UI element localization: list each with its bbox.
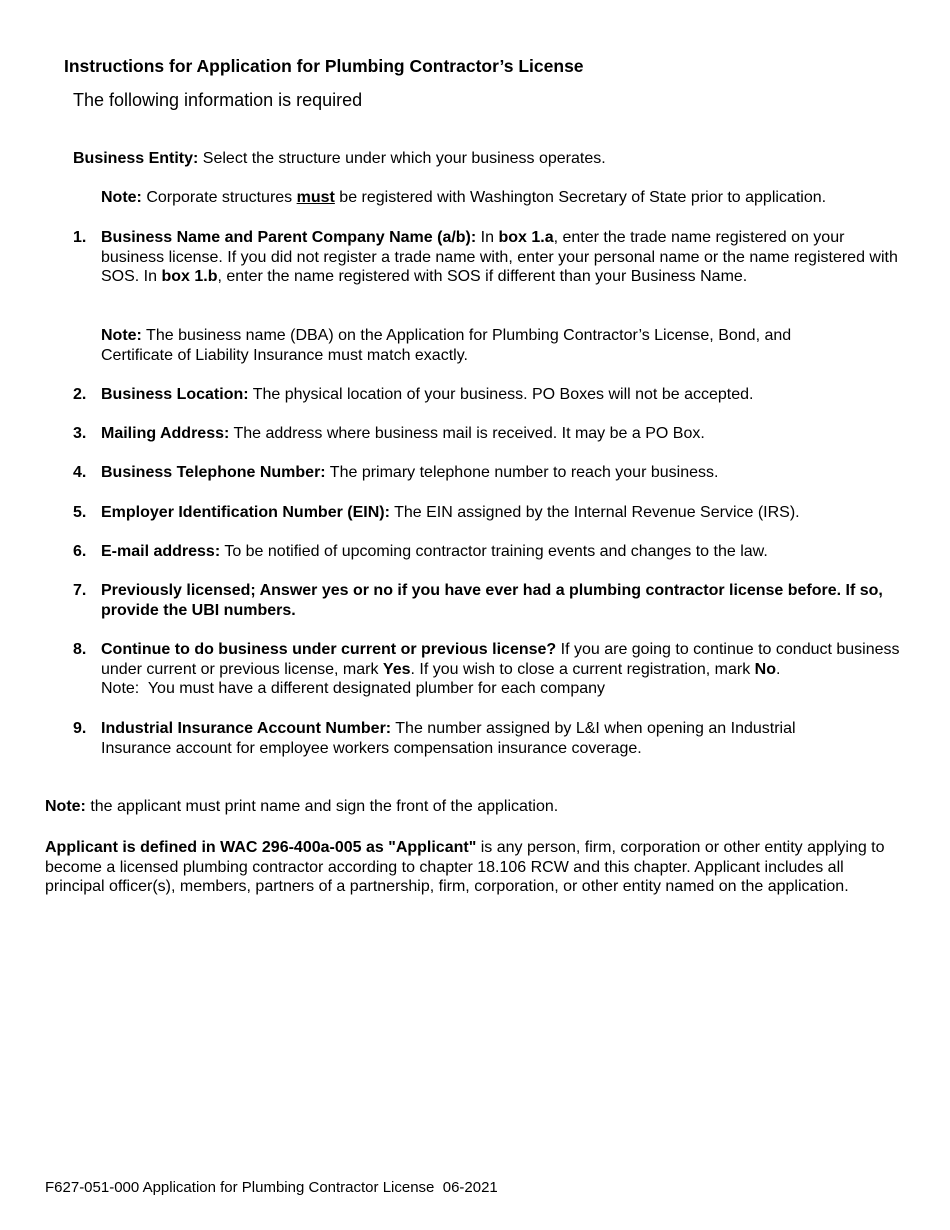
- item-label: Industrial Insurance Account Number:: [101, 720, 392, 737]
- item-label: Business Location:: [101, 386, 249, 403]
- item-text: In: [476, 229, 499, 246]
- sign-note: [45, 797, 915, 817]
- item-label: Business Name and Parent Company Name (a/b):: [101, 229, 477, 246]
- entity-note: [101, 188, 921, 208]
- business-entity-paragraph: [73, 149, 933, 169]
- item-1-note-label: Note:: [101, 327, 142, 344]
- list-item-6: [73, 542, 903, 562]
- page-title: Instructions for Application for Plumbing Contractor’s License: [64, 56, 584, 76]
- form-footer: F627-051-000 Application for Plumbing Contractor License 06-2021: [45, 1179, 498, 1196]
- item-label: Previously licensed; Answer yes or no if you have ever had a plumbing contractor license before. If so, provide the UBI numbers.: [101, 582, 883, 619]
- list-item-8: [73, 640, 903, 699]
- item-text: The physical location of your business. PO Boxes will not be accepted.: [248, 386, 754, 403]
- item-number: 3.: [73, 425, 87, 442]
- item-text: The address where business mail is received. It may be a PO Box.: [229, 425, 705, 442]
- entity-note-pre: Corporate structures: [141, 189, 297, 206]
- list-item-1: [73, 228, 903, 287]
- item-label: Continue to do business under current or previous license?: [101, 641, 557, 658]
- item-text: The EIN assigned by the Internal Revenue Service (IRS).: [389, 504, 800, 521]
- sign-note-text: the applicant must print name and sign the front of the application.: [85, 798, 559, 815]
- applicant-definition-label: Applicant is defined in WAC 296-400a-005 as "Applicant": [45, 839, 477, 856]
- applicant-definition: [45, 838, 907, 897]
- business-entity-label: Business Entity:: [73, 150, 199, 167]
- entity-note-post: be registered with Washington Secretary of State prior to application.: [334, 189, 827, 206]
- list-item-4: [73, 463, 903, 483]
- item-1-note-text: The business name (DBA) on the Application for Plumbing Contractor’s License, Bond, and Certificate of Liability Insurance must match exactly.: [101, 327, 792, 364]
- item-text: The number assigned by L&I when opening an Industrial Insurance account for employee workers compensation insurance coverage.: [101, 720, 796, 757]
- list-item-2: [73, 385, 903, 405]
- item-text: .: [775, 660, 781, 678]
- list-item-9: [73, 719, 903, 758]
- entity-note-emphasis: must: [296, 189, 335, 206]
- item-number: 6.: [73, 543, 87, 560]
- business-entity-text: Select the structure under which your business operates.: [198, 150, 606, 167]
- sign-note-label: Note:: [45, 798, 86, 815]
- item-bold-no: No: [754, 660, 776, 678]
- list-item-5: [73, 503, 903, 523]
- item-number: 2.: [73, 386, 87, 403]
- item-bold-ref: box 1.b: [161, 268, 218, 286]
- item-number: 7.: [73, 582, 87, 599]
- item-text: If you are going to continue to conduct business under current or previous license, mark: [101, 641, 900, 678]
- list-item-7: [73, 581, 903, 620]
- item-text: The primary telephone number to reach your business.: [325, 464, 719, 481]
- item-text: To be notified of upcoming contractor training events and changes to the law.: [220, 543, 768, 560]
- item-number: 9.: [73, 720, 87, 737]
- item-number: 8.: [73, 641, 87, 658]
- item-text: , enter the trade name registered on your business license. If you did not register a trade name with, enter your personal name or the name registered with SOS. In: [101, 229, 898, 286]
- item-8-note: Note: You must have a different designated plumber for each company: [101, 680, 606, 698]
- applicant-definition-text: is any person, firm, corporation or other entity applying to become a licensed plumbing contractor according to chapter 18.106 RCW and this chapter. Applicant includes all principal officer(s), members, partners of a partnership, firm, corporation, or other entity named on the application.: [45, 839, 885, 896]
- item-bold-yes: Yes: [382, 660, 411, 678]
- item-text: , enter the name registered with SOS if different than your Business Name.: [217, 268, 748, 286]
- item-label: Business Telephone Number:: [101, 464, 326, 481]
- item-text: . If you wish to close a current registration, mark: [410, 660, 755, 678]
- entity-note-label: Note:: [101, 189, 142, 206]
- list-item-3: [73, 424, 903, 444]
- item-1-note: [101, 326, 861, 365]
- item-label: Mailing Address:: [101, 425, 230, 442]
- page-subtitle: The following information is required: [73, 90, 363, 110]
- item-label: E-mail address:: [101, 543, 221, 560]
- item-number: 1.: [73, 229, 87, 246]
- item-body: [101, 228, 903, 287]
- item-bold-ref: box 1.a: [498, 229, 554, 246]
- item-number: 5.: [73, 504, 87, 521]
- item-number: 4.: [73, 464, 87, 481]
- item-label: Employer Identification Number (EIN):: [101, 504, 390, 521]
